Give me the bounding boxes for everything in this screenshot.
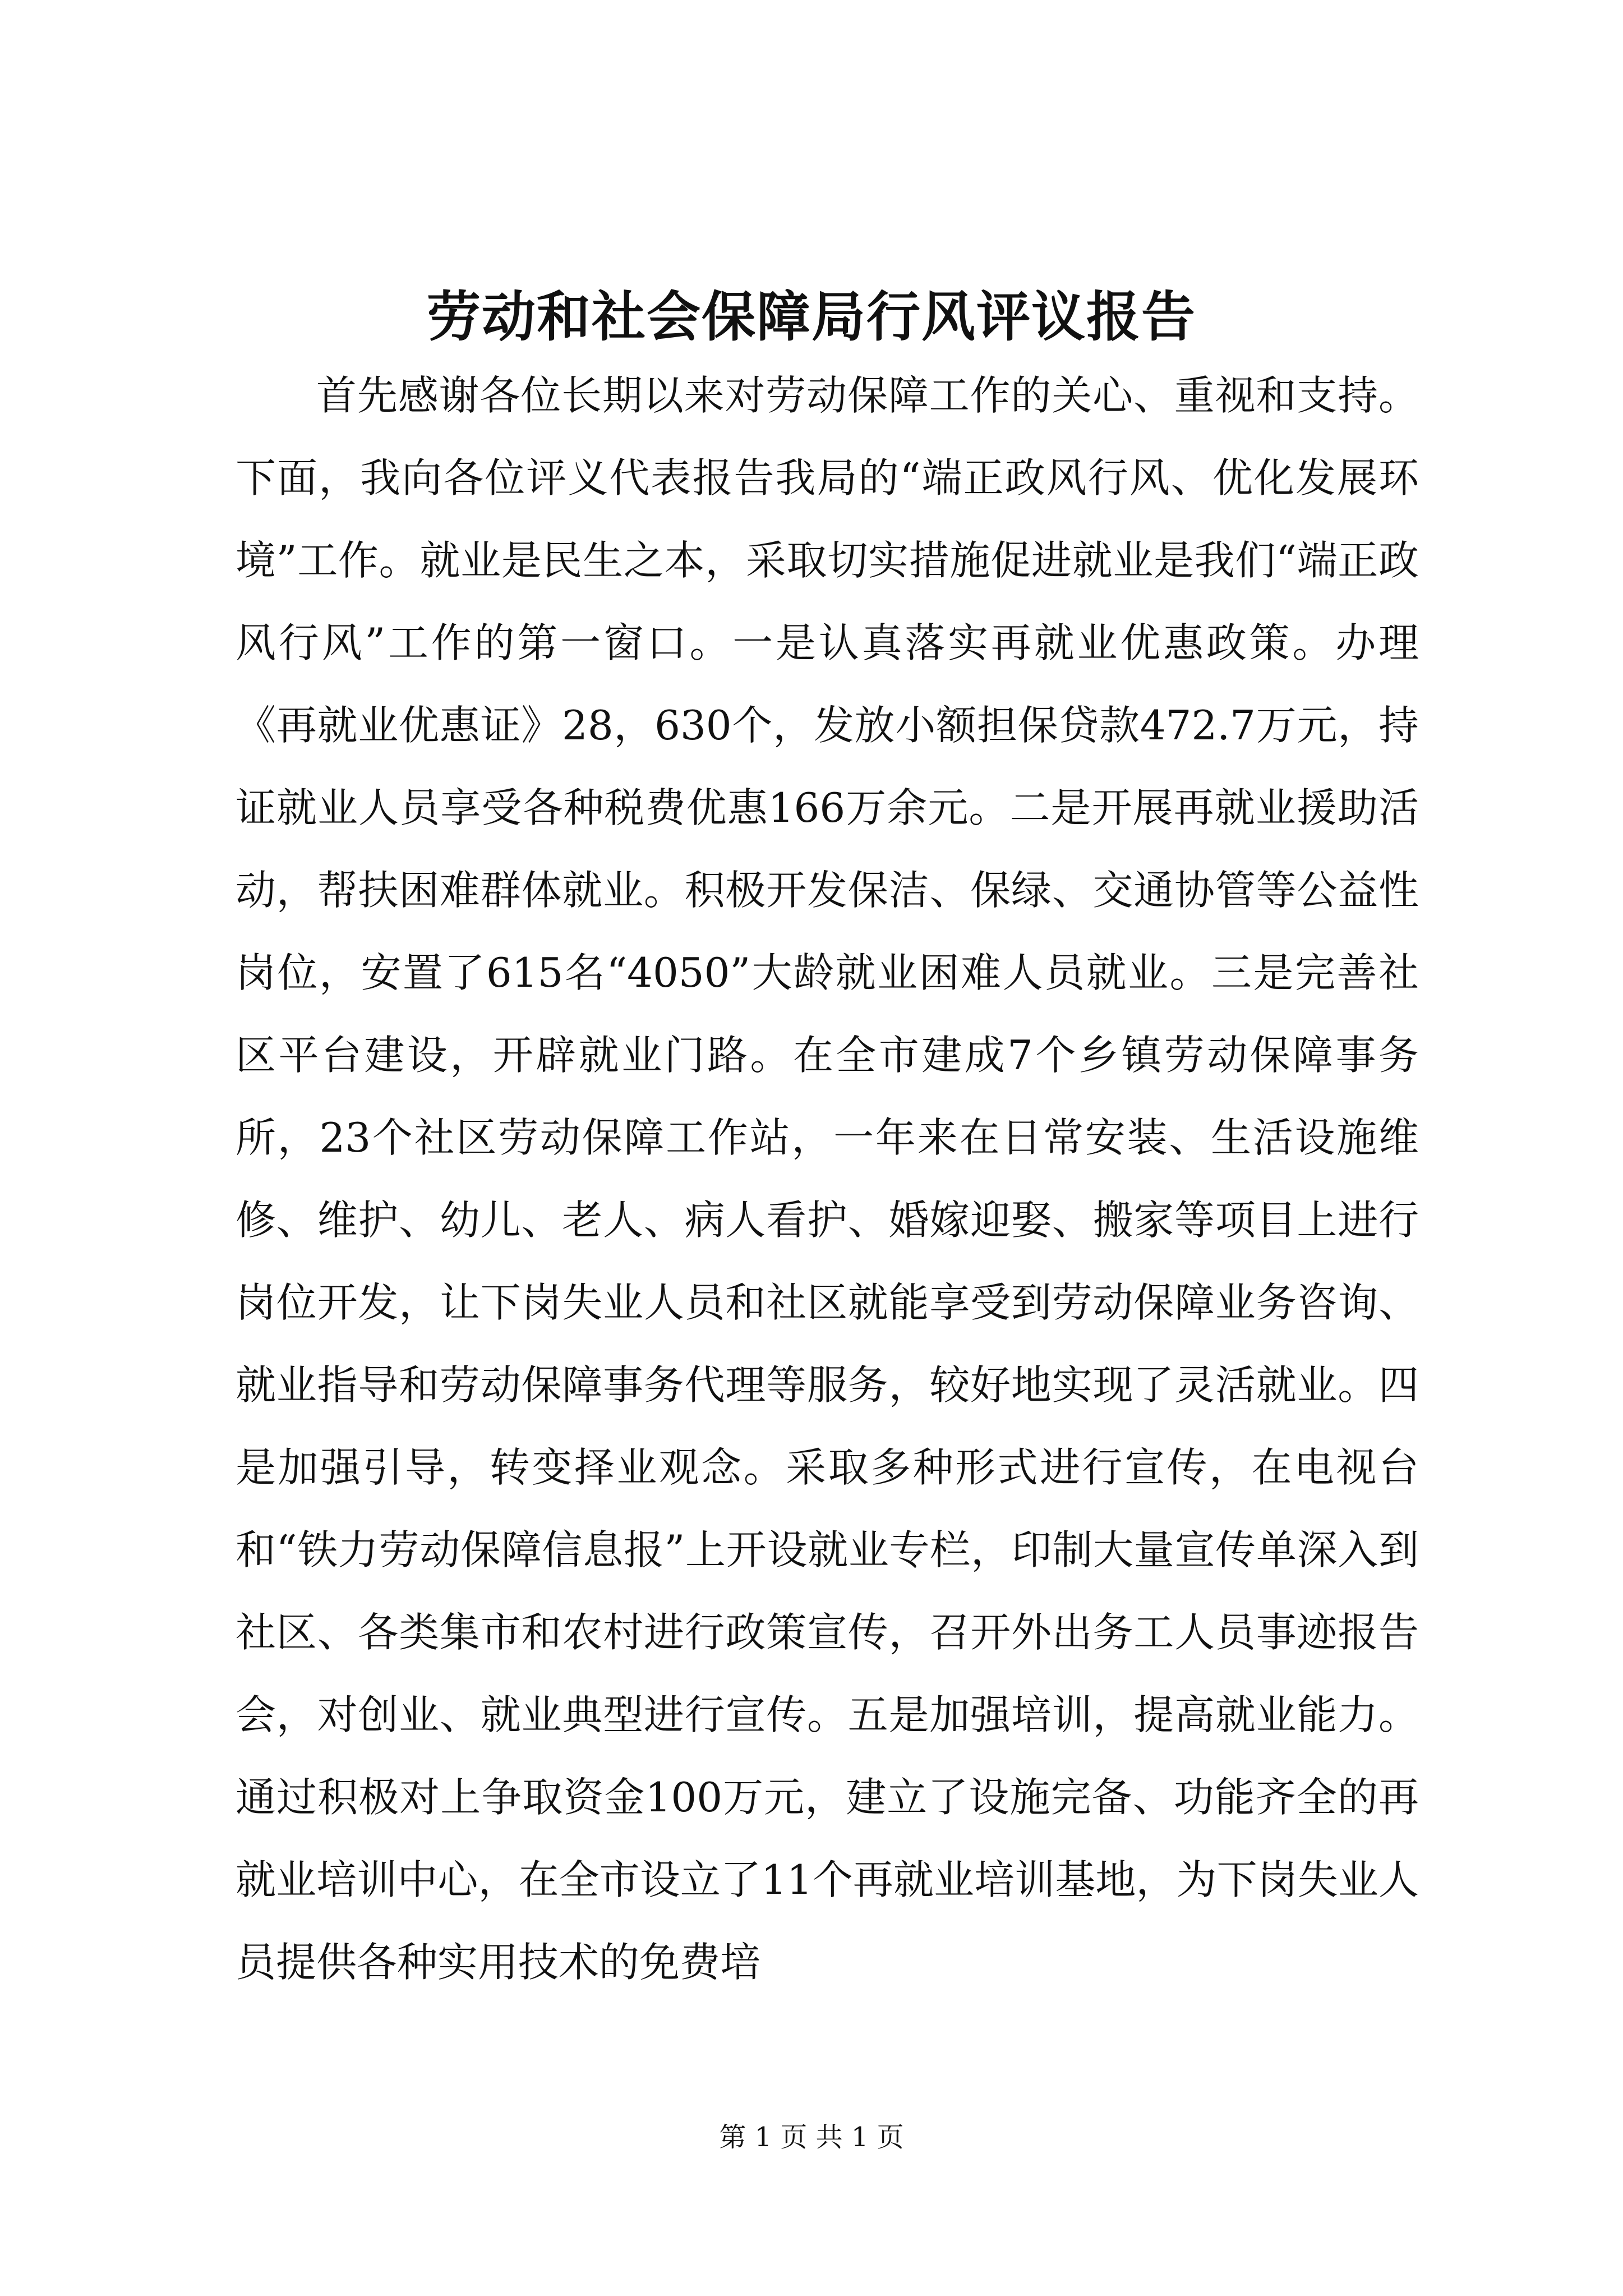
page-footer: 第 1 页 共 1 页	[719, 2122, 904, 2153]
document-title: 劳动和社会保障局行风评议报告	[427, 285, 1196, 348]
body-paragraph: 首先感谢各位长期以来对劳动保障工作的关心、重视和支持。下面，我向各位评义代表报告我局的“端正政风行风、优化发展环境”工作。就业是民生之本，采取切实措施促进就业是我们“端正政风行风”工作的第一窗口。一是认真落实再就业优惠政策。办理《再就业优惠证》28，630个，发放小额担保贷款472.7万元，持证就业人员享受各种税费优惠166万余元。二是开展再就业援助活动，帮扶困难群体就业。积极开发保洁、保绿、交通协管等公益性岗位，安置了615名“4050”大龄就业困难人员就业。三是完善社区平台建设，开辟就业门路。在全市建成7个乡镇劳动保障事务所，23个社区劳动保障工作站，一年来在日常安装、生活设施维修、维护、幼儿、老人、病人看护、婚嫁迎娶、搬家等项目上进行岗位开发，让下岗失业人员和社区就能享受到劳动保障业务咨询、就业指导和劳动保障事务代理等服务，较好地实现了灵活就业。四是加强引导，转变择业观念。采取多种形式进行宣传，在电视台和“铁力劳动保障信息报”上开设就业专栏，印制大量宣传单深入到社区、各类集市和农村进行政策宣传，召开外出务工人员事迹报告会，对创业、就业典型进行宣传。五是加强培训，提高就业能力。通过积极对上争取资金100万元，建立了设施完备、功能齐全的再就业培训中心，在全市设立了11个再就业培训基地，为下岗失业人员提供各种实用技术的免费培	[236, 372, 1419, 1986]
